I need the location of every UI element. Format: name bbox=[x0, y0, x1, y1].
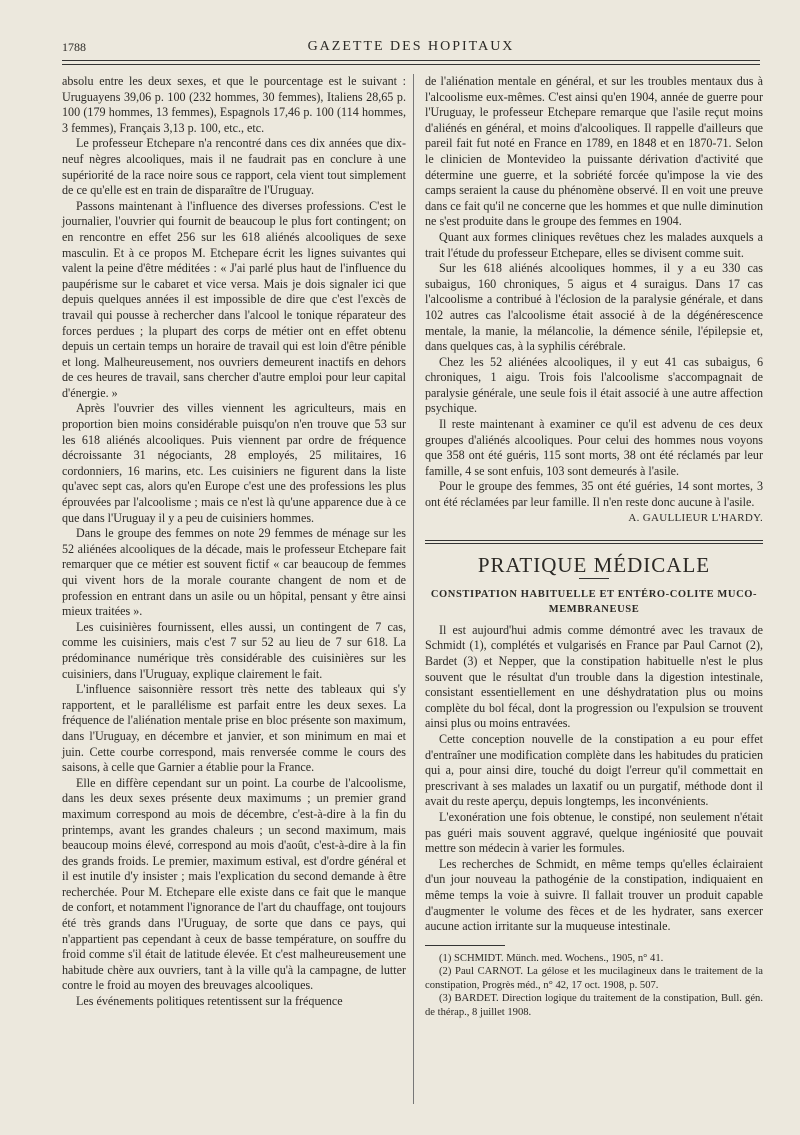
page-number: 1788 bbox=[62, 40, 86, 54]
paragraph: Passons maintenant à l'influence des diverses professions. C'est le journalier, l'ouvrier qui fournit de beaucoup le plus fort contingent; on en rencontre en effet 256 sur les 618 aliénés alcooliques de sexe masculin. Et à ce propos M. Etchepare écrit les lignes suivantes qui valent la peine d'être méditées : « J'ai parlé plus haut de l'influence du paupérisme sur le cabaret et vice versa. Mais je dois signaler ici que depuis quelques années il est impossible de dire que c'est l'excès de travail qui pousse à rechercher dans l'alcool le tonique réparateur des forces perdues ; la plupart des corps de métier ont en effet obtenu depuis un certain temps un horaire de travail qui est loin d'être pénible et long. Malheureusement, nos ouvriers demeurent inactifs en dehors de ces heures de travail, sans chercher d'autre emploi pour leur capital d'énergie. » bbox=[62, 198, 406, 400]
section-rule-thin bbox=[425, 543, 763, 544]
paragraph: absolu entre les deux sexes, et que le pourcentage est le suivant : Uruguayens 39,06 p. 100 (232 hommes, 30 femmes), Italiens 28,65 p. 100 (179 hommes, 13 femmes), Espagnols 17,46 p. 100 (114 hommes, 3 femmes), Français 3,13 p. 100, etc., etc. bbox=[62, 74, 406, 135]
column-divider bbox=[413, 74, 414, 1104]
paragraph: Les recherches de Schmidt, en même temps qu'elles éclairaient d'un jour nouveau la pathogénie de la constipation, indiquaient en même temps la voie à suivre. Il fallait trouver un produit capable d'augmenter le volume des fèces et de les hydrater, sans exercer aucune action irritante sur la muqueuse intestinale. bbox=[425, 856, 763, 934]
footnote-rule bbox=[425, 945, 505, 946]
article-subtitle: CONSTIPATION HABITUELLE ET ENTÉRO-COLITE MUCO-MEMBRANEUSE bbox=[430, 588, 758, 615]
paragraph: Les cuisinières fournissent, elles aussi, un contingent de 7 cas, comme les cuisiniers, mais c'est 7 sur 52 au lieu de 7 sur 618. La prédominance numérique très considérable des cuisinières sur les cuisiniers, dans l'Uruguay, explique clairement le fait. bbox=[62, 619, 406, 681]
section-rule bbox=[425, 540, 763, 541]
header-rule bbox=[62, 60, 760, 61]
title-rule bbox=[579, 578, 609, 579]
footnote: (2) Paul CARNOT. La gélose et les mucilagineux dans le traitement de la constipation, Progrès méd., n° 42, 17 oct. 1908, p. 507. bbox=[425, 966, 763, 991]
paragraph: Dans le groupe des femmes on note 29 femmes de ménage sur les 52 aliénées alcooliques de la décade, mais le professeur Etchepare fait remarquer que ce métier est souvent fictif « car beaucoup de femmes qui vivent hors de la morale courante changent de nom et de profession en entrant dans un asile ou un hôpital, pensant y être ainsi mieux traitées ». bbox=[62, 526, 406, 619]
header-rule-thin bbox=[62, 64, 760, 65]
paragraph: de l'aliénation mentale en général, et sur les troubles mentaux dus à l'alcoolisme eux-mêmes. C'est ainsi qu'en 1904, année de guerre pour l'Uruguay, le professeur Etchepare remarque que l'asile reçut moins d'aliénés en général, et moins d'alcooliques. Il rappelle d'ailleurs que pareil fait fut noté en France en 1789, en 1848 et en 1870-71. Selon le clinicien de Montevideo la puissante dérivation d'activité que détermine une guerre, et la sobriété forcée qu'impose la vie des camps seraient la cause du phénomène observé. Il en voit une preuve dans ce fait qu'il ne concerne que les hommes et que nulle diminution ne s'est produite dans le groupe des femmes en 1904. bbox=[425, 74, 763, 229]
journal-title: GAZETTE DES HOPITAUX bbox=[307, 39, 515, 54]
paragraph: L'influence saisonnière ressort très nette des tableaux qui s'y rapportent, et le parallélisme est parfait entre les deux sexes. La fréquence de l'aliénation mentale prise en bloc présente son maximum, dans l'Uruguay, en décembre et janvier, et son minimum en mai et juin. Cette courbe correspond, mais renversée comme le cours des saisons, à celle que Garnier a établie pour la France. bbox=[62, 682, 406, 775]
paragraph: Le professeur Etchepare n'a rencontré dans ces dix années que dix-neuf nègres alcooliques, mais il ne faudrait pas en conclure à une supériorité de la race noire sous ce rapport, cela vient tout simplement de ce qu'elle est en train de disparaître de l'Uruguay. bbox=[62, 136, 406, 198]
paragraph: Il est aujourd'hui admis comme démontré avec les travaux de Schmidt (1), complétés et vulgarisés en France par Paul Carnot (2), Bardet (3) et Nepper, que la constipation habituelle n'est le plus souvent que le résultat d'un trouble dans la digestion intestinale, consistant essentiellement en une déshydratation plus ou moins complète du bol fécal, dont la progression ou l'expulsion se trouvent ainsi plus ou moins entravées. bbox=[425, 622, 763, 731]
paragraph: Les événements politiques retentissent sur la fréquence bbox=[76, 994, 343, 1009]
section-title: PRATIQUE MÉDICALE bbox=[477, 553, 711, 578]
left-column bbox=[62, 74, 406, 1010]
footnote: (1) SCHMIDT. Münch. med. Wochens., 1905, n° 41. bbox=[439, 952, 664, 964]
paragraph: Elle en diffère cependant sur un point. La courbe de l'alcoolisme, dans les deux sexes présente deux maximums ; un premier grand maximum correspond au mois de décembre, c'est-à-dire à la fin du printemps, avant les grandes chaleurs ; un second maximum, mais beaucoup moins élevé, correspond au mois d'août, c'est-à-dire à la fin des grands froids. Le premier, maximum estival, est d'ordre général et il est inutile d'y insister ; mais l'explication du second demande à être recherchée. Pour M. Etchepare elle existe dans ce fait que le manque de confort, et notamment l'ignorance de l'art du chauffage, ont toujours été très grands dans l'Uruguay, de sorte que dans ce pays, qui n'appartient pas cependant à ceux de basse température, on souffre du froid comme s'il était de latitude élevée. Et c'est malheureusement une habitude chère aux ouvriers, tant à la ville qu'à la campagne, de lutter contre le froid au moyen des breuvages alcooliques. bbox=[62, 775, 406, 993]
paragraph: Il reste maintenant à examiner ce qu'il est advenu de ces deux groupes d'aliénés alcooliques. Pour celui des hommes nous voyons que 358 ont été guéris, 115 sont morts, 38 ont été réclamés par leur famille, 4 se sont enfuis, 103 sont demeurés à l'asile. bbox=[425, 417, 763, 478]
footnote: (3) BARDET. Direction logique du traitement de la constipation, Bull. gén. de thérap., 8 juillet 1908. bbox=[425, 993, 763, 1019]
paragraph: Pour le groupe des femmes, 35 ont été guéries, 14 sont mortes, 3 ont été réclamées par leur famille. Il n'en reste donc aucune à l'asile. bbox=[425, 479, 763, 510]
paragraph: Cette conception nouvelle de la constipation a eu pour effet d'entraîner une modification complète dans les habitudes du praticien qui a, pour ainsi dire, touché du doigt l'erreur qu'il commettait en prescrivant à ses malades un laxatif ou un purgatif, méthode dont il avait du reste aperçu, depuis longtemps, les inconvénients. bbox=[425, 731, 763, 809]
paragraph: Chez les 52 aliénées alcooliques, il y eut 41 cas subaigus, 6 chroniques, 1 aigu. Trois fois l'alcoolisme s'accompagnait de paralysie générale, une seule fois il était associé à une autre affection psychique. bbox=[425, 354, 763, 416]
page-header bbox=[62, 38, 760, 60]
author-signature: A. GAULLIEUR L'HARDY. bbox=[628, 511, 763, 524]
paragraph: L'exonération une fois obtenue, le constipé, non seulement n'était pas guéri mais souvent aggravé, quelque ingéniosité que pouvait mettre son médecin à varier les formules. bbox=[425, 809, 763, 856]
paragraph: Après l'ouvrier des villes viennent les agriculteurs, mais en proportion bien moins considérable puisqu'on n'en trouve que 53 sur les 618 aliénés alcooliques. Puis viennent par ordre de fréquence décroissante 31 négociants, 28 employés, 25 militaires, 16 cordonniers, 16 marins, etc. Les cuisiniers ne figurent dans la liste qu'avec sept cas, alors qu'en Europe c'est une des professions les plus éprouvées par l'alcoolisme ; mais ce n'est là qu'une apparence due à ce que dans l'Uruguay il y a peu de cuisiniers hommes. bbox=[62, 401, 406, 525]
footnotes bbox=[425, 952, 763, 1020]
paragraph: Sur les 618 aliénés alcooliques hommes, il y a eu 330 cas subaigus, 160 chroniques, 5 aigus et 4 suraigus. Dans 17 cas l'alcoolisme a contribué à l'éclosion de la paralysie générale, et dans 102 autres cas l'alcoolisme était associé à de la dégénérescence mentale, la manie, la mélancolie, la démence sénile, l'épilepsie et, dans quelques cas, à la syphilis cérébrale. bbox=[425, 261, 763, 354]
right-column bbox=[425, 74, 763, 1020]
paragraph: Quant aux formes cliniques revêtues chez les malades auxquels a trait l'étude du professeur Etchepare, elles se divisent comme suit. bbox=[425, 229, 763, 260]
